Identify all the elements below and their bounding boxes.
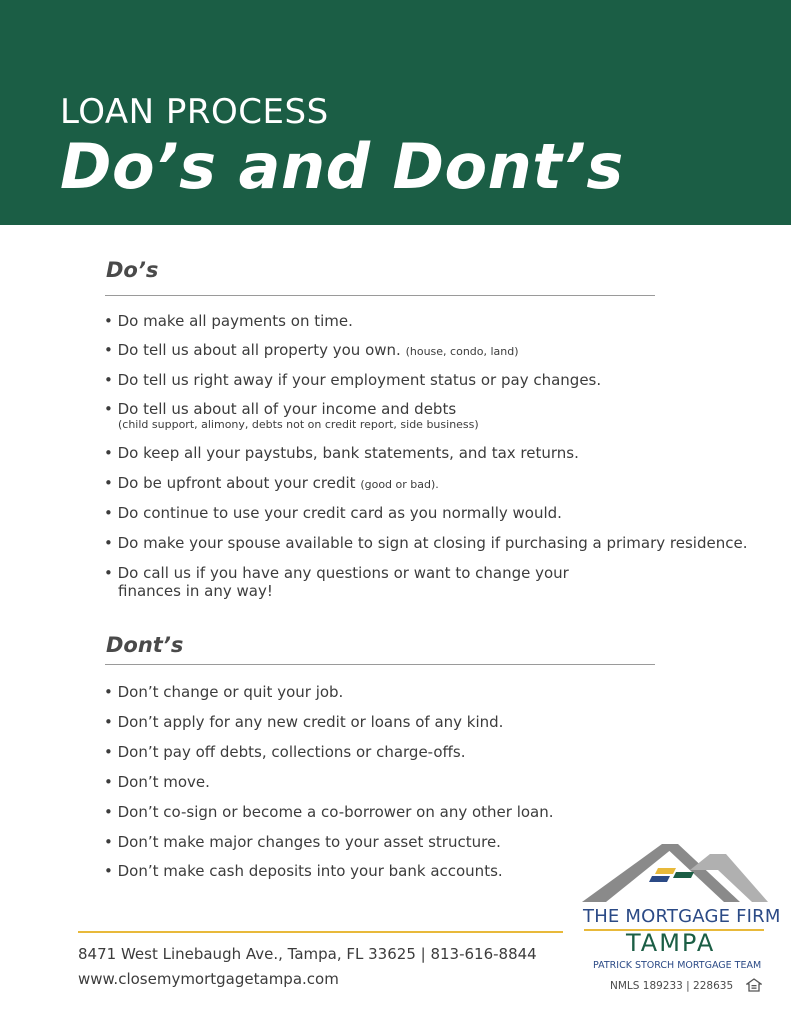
logo-firm-name: THE MORTGAGE FIRM <box>583 906 781 927</box>
donts-item: • Don’t co-sign or become a co-borrower on any other loan. <box>104 803 554 821</box>
dos-item: • Do call us if you have any questions or want to change your finances in any way! <box>104 564 569 600</box>
donts-item: • Don’t make major changes to your asset structure. <box>104 833 501 851</box>
donts-item: • Don’t make cash deposits into your bank accounts. <box>104 862 503 880</box>
equal-housing-icon <box>746 978 762 992</box>
donts-item: • Don’t pay off debts, collections or charge-offs. <box>104 743 466 761</box>
logo-team: PATRICK STORCH MORTGAGE TEAM <box>593 960 762 971</box>
page-title: Do’s and Dont’s <box>60 130 624 203</box>
donts-item: • Don’t change or quit your job. <box>104 683 344 701</box>
donts-item: • Don’t apply for any new credit or loans of any kind. <box>104 713 504 731</box>
dos-item: • Do tell us about all of your income and debts (child support, alimony, debts not on credit report, side business) <box>104 400 479 431</box>
nmls-number: NMLS 189233 | 228635 <box>610 980 734 992</box>
donts-heading: Dont’s <box>106 633 184 657</box>
dos-item: • Do tell us right away if your employment status or pay changes. <box>104 371 602 389</box>
dos-heading: Do’s <box>106 258 159 282</box>
footer-divider <box>78 931 563 933</box>
header-banner <box>0 0 791 225</box>
dos-item: • Do keep all your paystubs, bank statements, and tax returns. <box>104 444 579 462</box>
header-subtitle: LOAN PROCESS <box>60 92 329 132</box>
mortgage-firm-logo-icon <box>580 840 770 906</box>
dos-item: • Do continue to use your credit card as you normally would. <box>104 504 562 522</box>
donts-divider <box>105 664 655 665</box>
dos-item: • Do make all payments on time. <box>104 312 353 330</box>
footer-website[interactable]: www.closemymortgagetampa.com <box>78 970 339 988</box>
footer-address: 8471 West Linebaugh Ave., Tampa, FL 33625 | 813-616-8844 <box>78 945 537 963</box>
donts-item: • Don’t move. <box>104 773 210 791</box>
logo-city: TAMPA <box>626 929 716 957</box>
dos-item: • Do be upfront about your credit (good or bad). <box>104 474 439 492</box>
dos-item: • Do tell us about all property you own. (house, condo, land) <box>104 341 519 359</box>
dos-item: • Do make your spouse available to sign at closing if purchasing a primary residence. <box>104 534 748 552</box>
dos-divider <box>105 295 655 296</box>
